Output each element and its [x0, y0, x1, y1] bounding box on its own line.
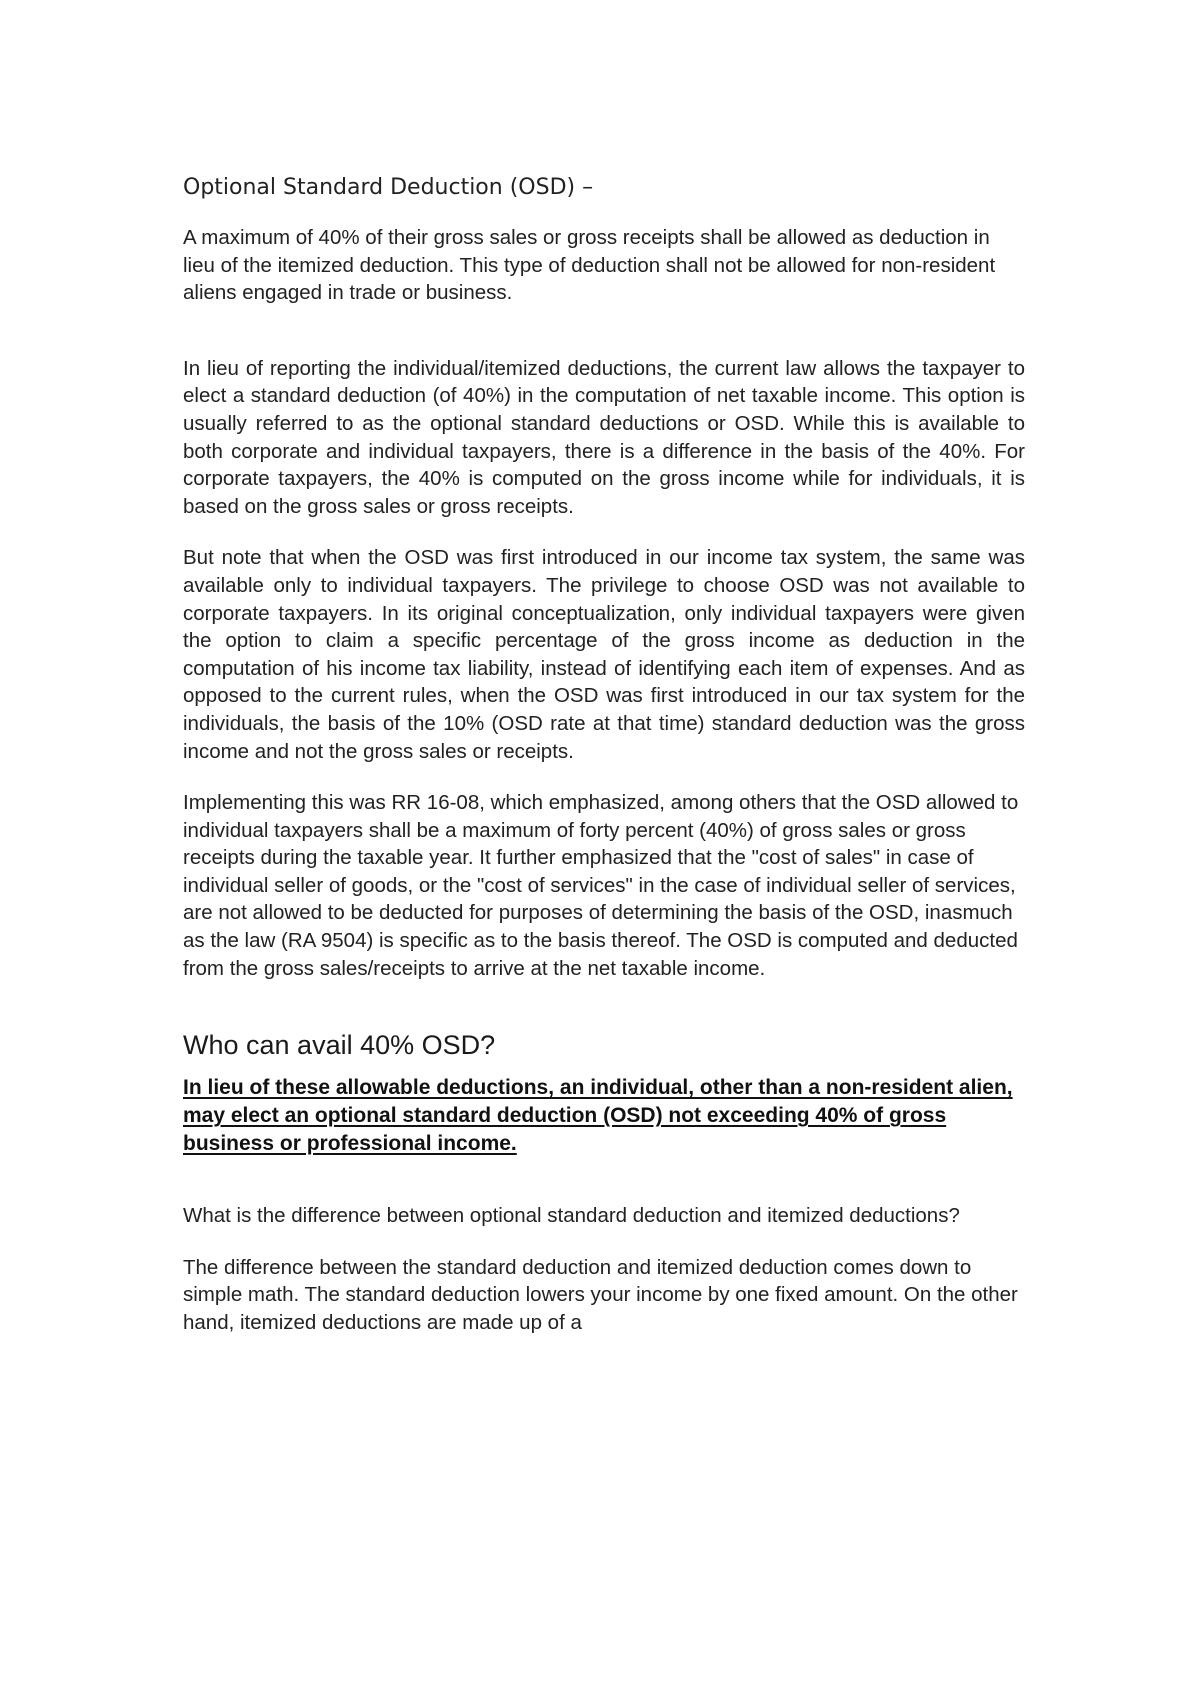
question-difference: What is the difference between optional standard deduction and itemized deductions?	[183, 1204, 960, 1228]
paragraph-osd-history: But note that when the OSD was first introduced in our income tax system, the same was available only to individual taxpayers. The privilege to choose OSD was not available to corporate taxpayers. In its original conceptualization, only individual taxpayers were given the option to claim a specific percentage of the gross income as deduction in the computation of his income tax liability, instead of identifying each item of expenses. And as opposed to the current rules, when the OSD was first introduced in our tax system for the individuals, the basis of the 10% (OSD rate at that time) standard deduction was the gross income and not the gross sales or receipts.	[183, 546, 1025, 763]
paragraph-rr-16-08: Implementing this was RR 16-08, which emphasized, among others that the OSD allowed to individual taxpayers shall be a maximum of forty percent (40%) of gross sales or gross receipts during the taxable year. It further emphasized that the "cost of sales" in case of individual seller of goods, or the "cost of services" in the case of individual seller of services, are not allowed to be deducted for purposes of determining the basis of the OSD, inasmuch as the law (RA 9504) is specific as to the basis thereof. The OSD is computed and deducted from the gross sales/receipts to arrive at the net taxable income.	[183, 791, 1019, 980]
paragraph-difference-answer: The difference between the standard deduction and itemized deduction comes down to simple math. The standard deduction lowers your income by one fixed amount. On the other hand, itemized deductions are made up of a	[183, 1255, 1018, 1335]
section-heading-who-can-avail: Who can avail 40% OSD?	[183, 1030, 496, 1061]
paragraph-osd-current-law: In lieu of reporting the individual/itemized deductions, the current law allows the taxpayer to elect a standard deduction (of 40%) in the computation of net taxable income. This option is usually referred to as the optional standard deductions or OSD. While this is available to both corporate and individual taxpayers, there is a difference in the basis of the 40%. For corporate taxpayers, the 40% is computed on the gross income while for individuals, it is based on the gross sales or gross receipts.	[183, 356, 1025, 518]
emphasized-eligibility-statement: In lieu of these allowable deductions, an individual, other than a non-resident alien, may elect an optional standard deduction (OSD) not exceeding 40% of gross business or professional income.	[183, 1076, 1013, 1156]
document-title: Optional Standard Deduction (OSD) –	[183, 175, 594, 200]
document-page	[183, 168, 1025, 1337]
paragraph-osd-definition: A maximum of 40% of their gross sales or gross receipts shall be allowed as deduction in lieu of the itemized deduction. This type of deduction shall not be allowed for non-resident aliens engaged in trade or business.	[183, 226, 996, 305]
